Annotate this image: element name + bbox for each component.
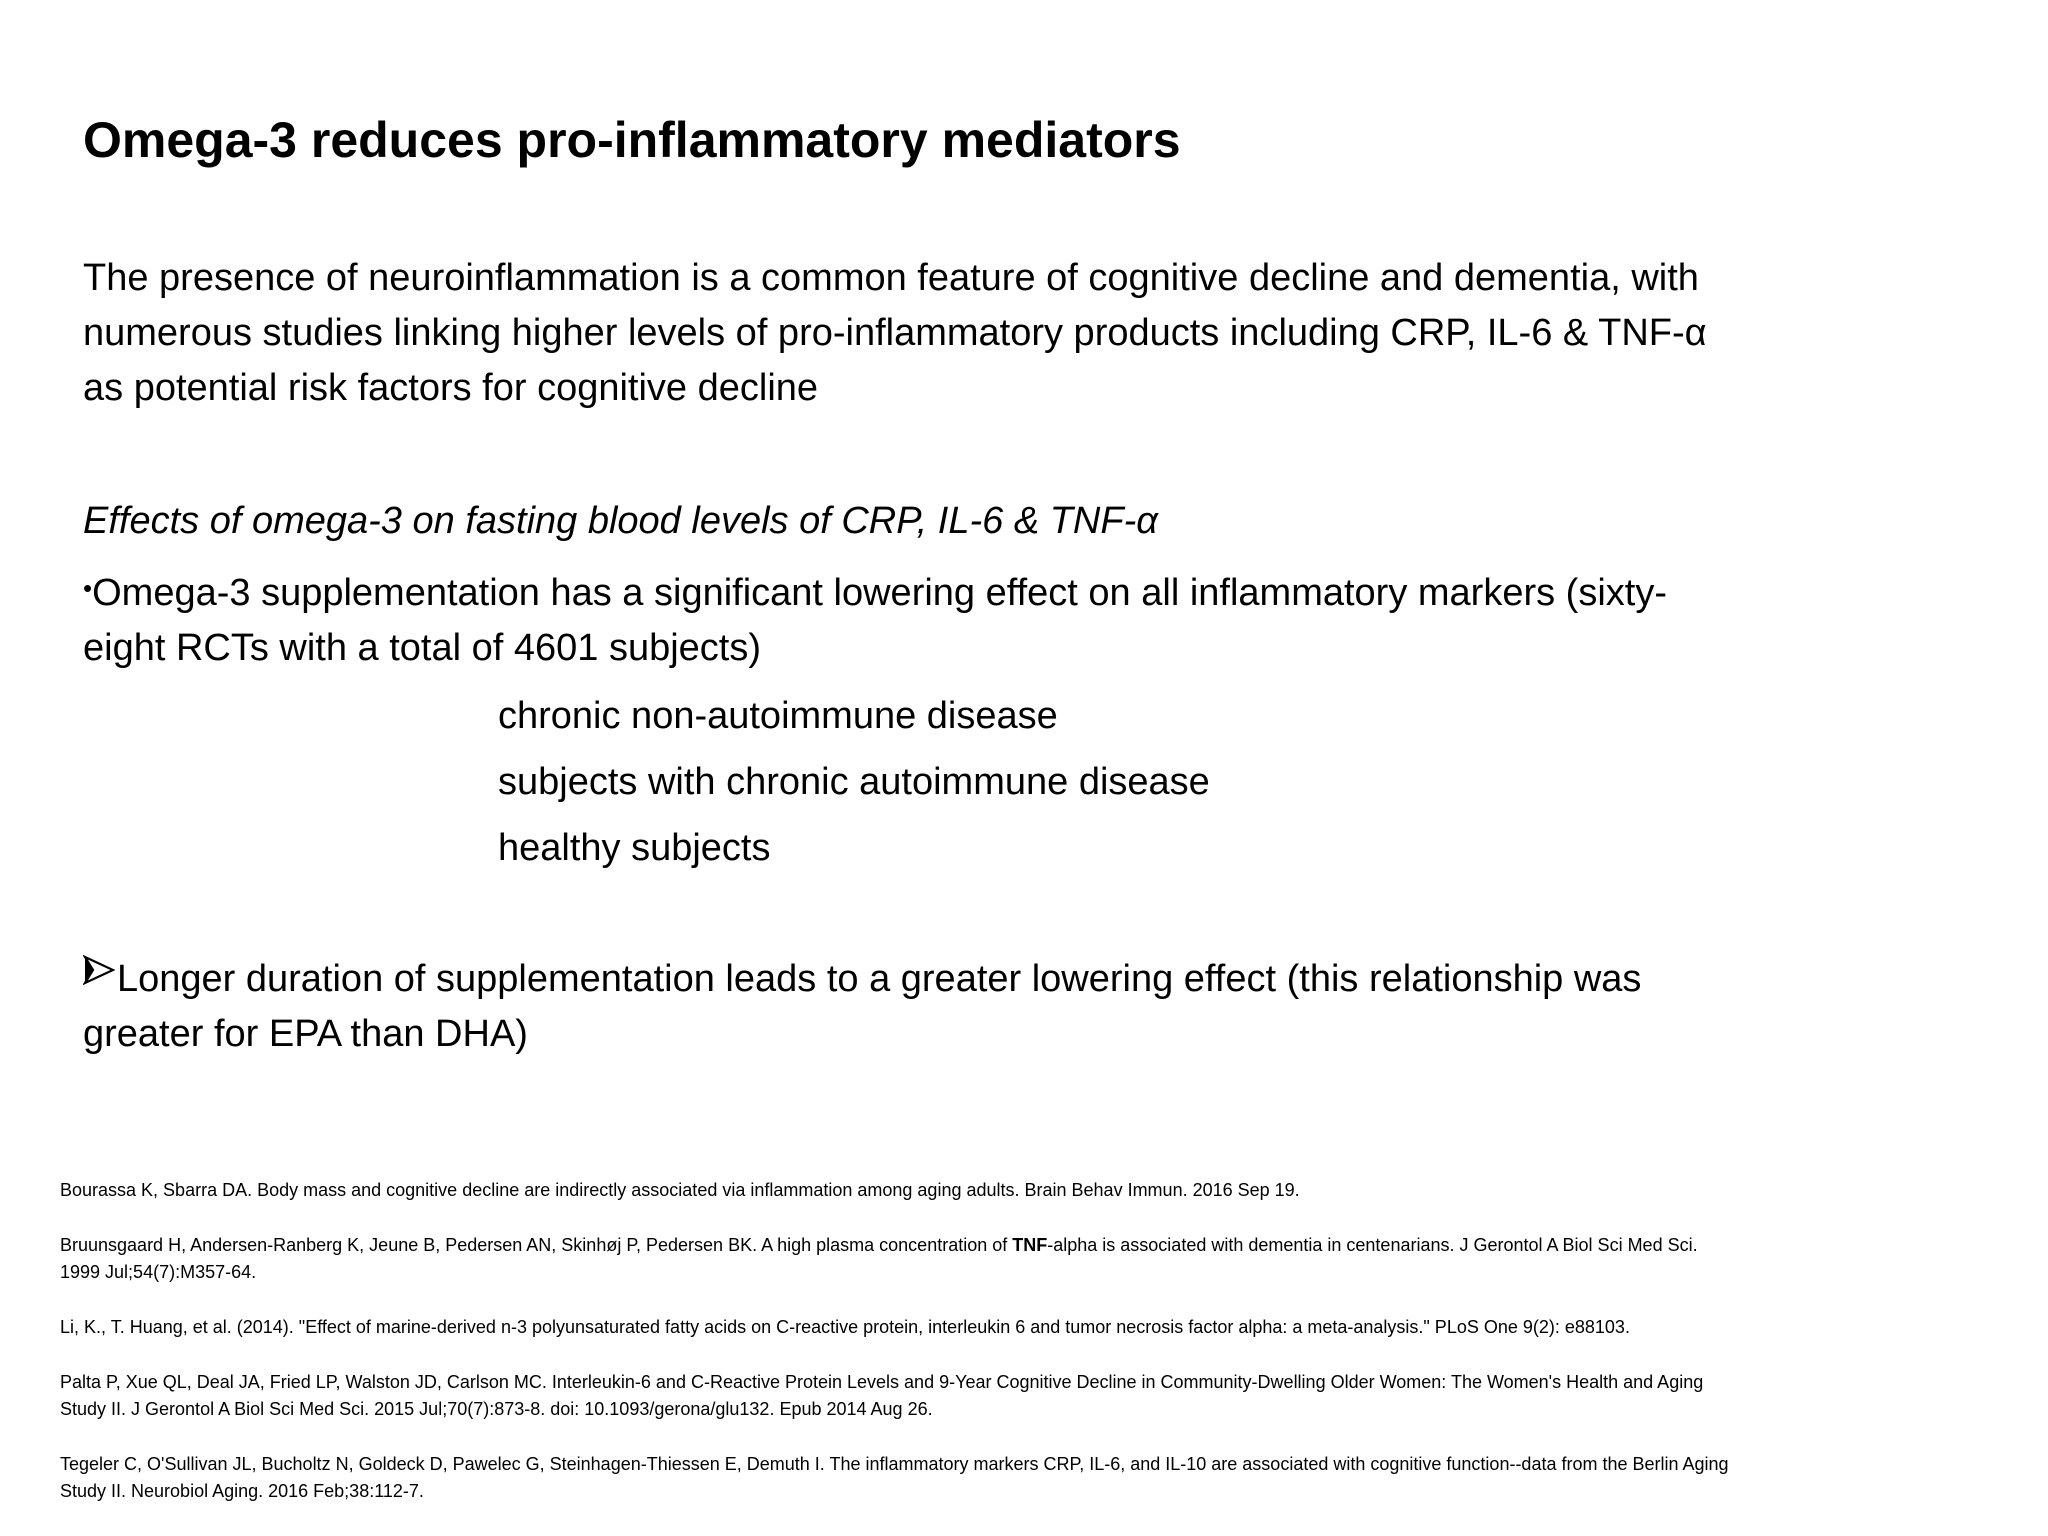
list-item: subjects with chronic autoimmune disease [498, 761, 1210, 803]
intro-line: numerous studies linking higher levels of pro-inflammatory products including CRP, IL-6 & TNF-α [83, 312, 1707, 354]
intro-line: The presence of neuroinflammation is a common feature of cognitive decline and dementia, with [83, 257, 1699, 299]
reference-item [60, 1369, 2000, 1423]
reference-item [60, 1177, 2000, 1204]
bullet-dot-icon: • [83, 573, 93, 603]
reference-line: Study II. J Gerontol A Biol Sci Med Sci. 2015 Jul;70(7):873-8. doi: 10.1093/gerona/glu132. Epub 2014 Aug 26. [60, 1399, 933, 1419]
bullet-line: eight RCTs with a total of 4601 subjects) [83, 627, 762, 669]
reference-line: Li, K., T. Huang, et al. (2014). "Effect of marine-derived n-3 polyunsaturated fatty acids on C-reactive protein, interleukin 6 and tumor necrosis factor alpha: a meta-analysis." PLoS One 9(2): e88103. [60, 1317, 1630, 1337]
bullet-line [83, 561, 1943, 621]
reference-line: Palta P, Xue QL, Deal JA, Fried LP, Walston JD, Carlson MC. Interleukin-6 and C-Reactive Protein Levels and 9-Year Cognitive Decline in Community-Dwelling Older Women: The Women's Health and Aging [60, 1372, 1704, 1392]
list-item: chronic non-autoimmune disease [498, 695, 1058, 737]
list-item: healthy subjects [498, 827, 771, 869]
intro-paragraph [83, 251, 1943, 416]
section-subheading: Effects of omega-3 on fasting blood levels of CRP, IL-6 & TNF-α [83, 500, 1158, 542]
arrow-line [83, 952, 1943, 1007]
reference-bold-term: TNF [1012, 1235, 1048, 1255]
intro-line: as potential risk factors for cognitive decline [83, 367, 819, 409]
bullet-text: Omega-3 supplementation has a significant lowering effect on all inflammatory markers (sixty- [92, 572, 1667, 614]
reference-line: 1999 Jul;54(7):M357-64. [60, 1262, 257, 1282]
subject-groups-list [498, 683, 1898, 881]
reference-line: Tegeler C, O'Sullivan JL, Bucholtz N, Goldeck D, Pawelec G, Steinhagen-Thiessen E, Demuth I. The inflammatory markers CRP, IL-6, and IL-10 are associated with cognitive function--data from the Berlin Aging [60, 1454, 1729, 1474]
bullet-point [83, 561, 1943, 676]
reference-line [60, 1232, 2000, 1259]
arrow-point [83, 952, 1943, 1062]
arrow-bullet-icon [83, 955, 115, 985]
slide-title: Omega-3 reduces pro-inflammatory mediators [83, 112, 1181, 168]
reference-text: -alpha is associated with dementia in centenarians. J Gerontol A Biol Sci Med Sci. [1047, 1235, 1698, 1255]
reference-text: Bruunsgaard H, Andersen-Ranberg K, Jeune B, Pedersen AN, Skinhøj P, Pedersen BK. A high plasma concentration of [60, 1235, 1013, 1255]
reference-item [60, 1451, 2000, 1505]
arrow-text: Longer duration of supplementation leads to a greater lowering effect (this relationship was [117, 958, 1642, 1000]
reference-item [60, 1232, 2000, 1286]
references [60, 1177, 2000, 1533]
arrow-line: greater for EPA than DHA) [83, 1013, 528, 1055]
reference-item [60, 1314, 2000, 1341]
reference-line: Bourassa K, Sbarra DA. Body mass and cognitive decline are indirectly associated via inflammation among aging adults. Brain Behav Immun. 2016 Sep 19. [60, 1180, 1300, 1200]
reference-line: Study II. Neurobiol Aging. 2016 Feb;38:112-7. [60, 1481, 424, 1501]
